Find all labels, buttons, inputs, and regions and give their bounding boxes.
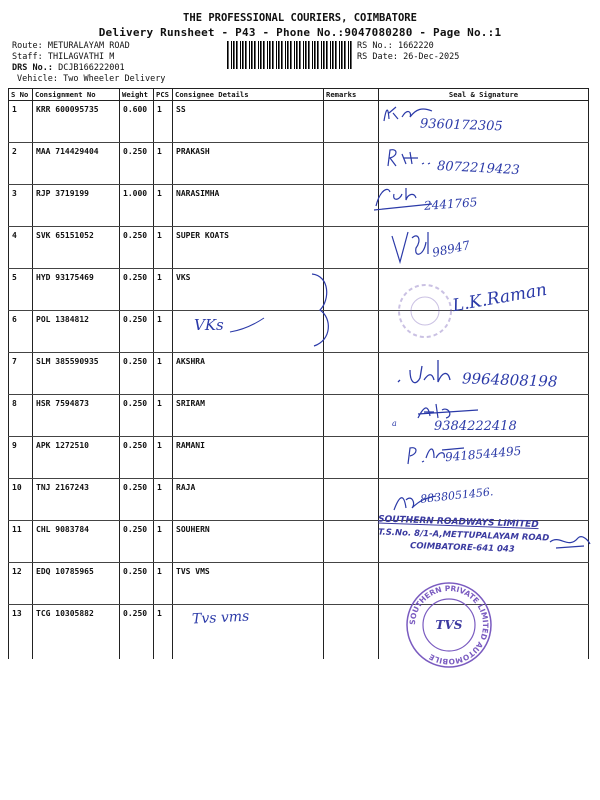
barcode-bar bbox=[303, 41, 304, 69]
stamp-line-1: SOUTHERN ROADWAYS LIMITED bbox=[377, 514, 539, 531]
handwritten-vks: VKs bbox=[194, 316, 224, 334]
barcode-bar bbox=[269, 41, 271, 69]
route-value: METURALAYAM ROAD bbox=[47, 41, 130, 51]
cell-consignee: VKS bbox=[173, 269, 324, 311]
barcode-bar bbox=[335, 41, 337, 69]
handwritten-phone-7: 9964808198 bbox=[461, 369, 558, 391]
barcode-bar bbox=[294, 41, 295, 69]
seal-ring-text: SOUTHERN PRIVATE LIMITED AUTOMOBILE bbox=[407, 583, 491, 667]
handwritten-phone-1: 9360172305 bbox=[419, 116, 503, 135]
cell-consignee: AKSHRA bbox=[173, 353, 324, 395]
cell-weight: 0.250 bbox=[120, 269, 154, 311]
barcode-bar bbox=[308, 41, 310, 69]
barcode-bar bbox=[299, 41, 301, 69]
barcode-bar bbox=[326, 41, 328, 69]
cell-consignee: RAMANI bbox=[173, 437, 324, 479]
cell-consignment: TNJ 2167243 bbox=[33, 479, 120, 521]
staff-line bbox=[12, 52, 114, 63]
barcode-bar bbox=[330, 41, 331, 69]
cell-consignee: SRIRAM bbox=[173, 395, 324, 437]
signature-2-image bbox=[384, 146, 444, 170]
barcode-bar bbox=[348, 41, 349, 69]
cell-consignment: HSR 7594873 bbox=[33, 395, 120, 437]
vehicle-line bbox=[17, 74, 165, 85]
barcode-bar bbox=[296, 41, 298, 69]
cell-sno: 5 bbox=[9, 269, 33, 311]
faint-seal-image bbox=[396, 282, 454, 340]
col-seal: Seal & Signature bbox=[379, 89, 589, 101]
cell-sno: 6 bbox=[9, 311, 33, 353]
rs-date-value: 26-Dec-2025 bbox=[403, 52, 460, 62]
cell-remarks bbox=[324, 185, 379, 227]
company-title: THE PROFESSIONAL COURIERS, COIMBATORE bbox=[183, 12, 417, 24]
barcode-bar bbox=[236, 41, 238, 69]
barcode-bar bbox=[314, 41, 316, 69]
cell-consignee: TVS VMS bbox=[173, 563, 324, 605]
cell-pcs: 1 bbox=[154, 353, 173, 395]
barcode-bar bbox=[249, 41, 250, 69]
barcode-bar bbox=[341, 41, 343, 69]
cell-pcs: 1 bbox=[154, 563, 173, 605]
cell-sno: 8 bbox=[9, 395, 33, 437]
table-row bbox=[9, 605, 589, 660]
cell-sno: 4 bbox=[9, 227, 33, 269]
cell-consignee: PRAKASH bbox=[173, 143, 324, 185]
seal-center-text: TVS bbox=[435, 618, 463, 632]
cell-pcs: 1 bbox=[154, 101, 173, 143]
handwritten-phone-10: 8838051456. bbox=[419, 485, 494, 506]
cell-sno: 12 bbox=[9, 563, 33, 605]
col-pcs: PCS bbox=[154, 89, 173, 101]
barcode-bar bbox=[312, 41, 313, 69]
cell-consignment: EDQ 10785965 bbox=[33, 563, 120, 605]
cell-sno: 3 bbox=[9, 185, 33, 227]
cell-consignee: NARASIMHA bbox=[173, 185, 324, 227]
cell-weight: 0.250 bbox=[120, 311, 154, 353]
cell-remarks bbox=[324, 605, 379, 660]
barcode-bar bbox=[267, 41, 268, 69]
barcode-bar bbox=[231, 41, 232, 69]
cell-weight: 0.250 bbox=[120, 563, 154, 605]
vehicle-value: Two Wheeler Delivery bbox=[63, 74, 166, 84]
cell-pcs: 1 bbox=[154, 185, 173, 227]
cell-sno: 10 bbox=[9, 479, 33, 521]
cell-consignment: HYD 93175469 bbox=[33, 269, 120, 311]
cell-pcs: 1 bbox=[154, 479, 173, 521]
cell-pcs: 1 bbox=[154, 227, 173, 269]
cell-weight: 0.600 bbox=[120, 101, 154, 143]
cell-consignment: MAA 714429404 bbox=[33, 143, 120, 185]
cell-weight: 0.250 bbox=[120, 227, 154, 269]
barcode-bar bbox=[285, 41, 286, 69]
barcode-bar bbox=[332, 41, 334, 69]
handwritten-tvs-vms: Tvs vms bbox=[191, 608, 250, 628]
rs-no-label: RS No.: bbox=[357, 41, 393, 51]
cell-consignment: APK 1272510 bbox=[33, 437, 120, 479]
signature-11-image bbox=[548, 530, 592, 554]
tvs-round-seal-image bbox=[404, 580, 494, 670]
cell-sno: 7 bbox=[9, 353, 33, 395]
cell-weight: 0.250 bbox=[120, 143, 154, 185]
barcode-bar bbox=[245, 41, 247, 69]
cell-pcs: 1 bbox=[154, 605, 173, 660]
barcode-bar bbox=[233, 41, 235, 69]
rs-date-line bbox=[357, 52, 459, 63]
rs-no-line bbox=[357, 41, 434, 52]
handwritten-phone-9: 9418544495 bbox=[444, 443, 522, 465]
handwritten-phone-3: 2441765 bbox=[423, 195, 478, 213]
cell-weight: 0.250 bbox=[120, 521, 154, 563]
barcode-image bbox=[227, 41, 355, 69]
cell-remarks bbox=[324, 479, 379, 521]
col-consignee: Consignee Details bbox=[173, 89, 324, 101]
barcode-bar bbox=[350, 41, 352, 69]
barcode-bar bbox=[251, 41, 253, 69]
cell-sno: 11 bbox=[9, 521, 33, 563]
cell-pcs: 1 bbox=[154, 521, 173, 563]
col-weight: Weight bbox=[120, 89, 154, 101]
barcode-bar bbox=[240, 41, 241, 69]
cell-consignment: POL 1384812 bbox=[33, 311, 120, 353]
cell-remarks bbox=[324, 563, 379, 605]
cell-remarks bbox=[324, 437, 379, 479]
drs-line bbox=[12, 63, 125, 74]
barcode-bar bbox=[278, 41, 280, 69]
barcode-bar bbox=[323, 41, 325, 69]
col-remarks: Remarks bbox=[324, 89, 379, 101]
cell-consignee: SS bbox=[173, 101, 324, 143]
table-row bbox=[9, 185, 589, 227]
cell-weight: 0.250 bbox=[120, 353, 154, 395]
cell-pcs: 1 bbox=[154, 395, 173, 437]
table-row bbox=[9, 227, 589, 269]
cell-remarks bbox=[324, 143, 379, 185]
handwritten-mark-8: a bbox=[392, 419, 397, 428]
cell-weight: 0.250 bbox=[120, 437, 154, 479]
cell-remarks bbox=[324, 227, 379, 269]
table-row bbox=[9, 479, 589, 521]
rs-no-value: 1662220 bbox=[397, 41, 434, 51]
drs-value: DCJB166222001 bbox=[58, 63, 125, 73]
handwritten-name-raman: L.K.Raman bbox=[450, 279, 549, 317]
col-sno: S No bbox=[9, 89, 33, 101]
cell-sno: 1 bbox=[9, 101, 33, 143]
cell-consignment: SVK 65151052 bbox=[33, 227, 120, 269]
barcode-bar bbox=[227, 41, 229, 69]
barcode-bar bbox=[242, 41, 244, 69]
handwritten-phone-2: 8072219423 bbox=[436, 158, 521, 179]
cell-remarks bbox=[324, 101, 379, 143]
barcode-bar bbox=[339, 41, 340, 69]
barcode-bar bbox=[260, 41, 262, 69]
barcode-bar bbox=[258, 41, 259, 69]
signature-7-image bbox=[394, 356, 464, 392]
route-label: Route: bbox=[12, 41, 43, 51]
barcode-bar bbox=[305, 41, 307, 69]
stamp-line-3: COIMBATORE-641 043 bbox=[409, 541, 515, 555]
cell-pcs: 1 bbox=[154, 143, 173, 185]
barcode-bar bbox=[321, 41, 322, 69]
route-line bbox=[12, 41, 130, 52]
cell-sno: 9 bbox=[9, 437, 33, 479]
barcode-bar bbox=[281, 41, 283, 69]
cell-weight: 0.250 bbox=[120, 479, 154, 521]
cell-weight: 0.250 bbox=[120, 395, 154, 437]
vehicle-label: Vehicle: bbox=[17, 74, 58, 84]
cell-consignee: SOUHERN bbox=[173, 521, 324, 563]
cell-weight: 0.250 bbox=[120, 605, 154, 660]
barcode-bar bbox=[272, 41, 274, 69]
barcode-bar bbox=[317, 41, 319, 69]
table-header-row bbox=[9, 89, 589, 101]
drs-label: DRS No.: bbox=[12, 63, 53, 73]
cell-consignment: KRR 600095735 bbox=[33, 101, 120, 143]
cell-consignee: SUPER KOATS bbox=[173, 227, 324, 269]
cell-pcs: 1 bbox=[154, 311, 173, 353]
rs-date-label: RS Date: bbox=[357, 52, 398, 62]
barcode-bar bbox=[276, 41, 277, 69]
handwritten-phone-8: 9384222418 bbox=[434, 419, 517, 434]
cell-sno: 2 bbox=[9, 143, 33, 185]
table-row bbox=[9, 563, 589, 605]
cell-sno: 13 bbox=[9, 605, 33, 660]
cell-weight: 1.000 bbox=[120, 185, 154, 227]
cell-remarks bbox=[324, 521, 379, 563]
cell-consignment: TCG 10305882 bbox=[33, 605, 120, 660]
handwritten-phone-4: 98947 bbox=[430, 238, 472, 260]
cell-consignment: SLM 385590935 bbox=[33, 353, 120, 395]
cell-pcs: 1 bbox=[154, 437, 173, 479]
cell-pcs: 1 bbox=[154, 269, 173, 311]
bracket-mark-image bbox=[308, 270, 338, 350]
runsheet-title: Delivery Runsheet - P43 - Phone No.:9047080280 - Page No.:1 bbox=[98, 26, 502, 39]
barcode-bar bbox=[263, 41, 265, 69]
barcode-bar bbox=[290, 41, 292, 69]
cell-consignee: RAJA bbox=[173, 479, 324, 521]
staff-value: THILAGVATHI M bbox=[47, 52, 115, 62]
cell-remarks bbox=[324, 395, 379, 437]
flourish-vks-image bbox=[228, 316, 268, 336]
cell-consignment: RJP 3719199 bbox=[33, 185, 120, 227]
stamp-line-2: T.S.No. 8/1-A,METTUPALAYAM ROAD bbox=[377, 527, 550, 544]
staff-label: Staff: bbox=[12, 52, 43, 62]
cell-consignment: CHL 9083784 bbox=[33, 521, 120, 563]
cell-remarks bbox=[324, 353, 379, 395]
col-consignment: Consignment No bbox=[33, 89, 120, 101]
barcode-bar bbox=[287, 41, 289, 69]
barcode-bar bbox=[344, 41, 346, 69]
barcode-bar bbox=[254, 41, 256, 69]
table-row bbox=[9, 311, 589, 353]
